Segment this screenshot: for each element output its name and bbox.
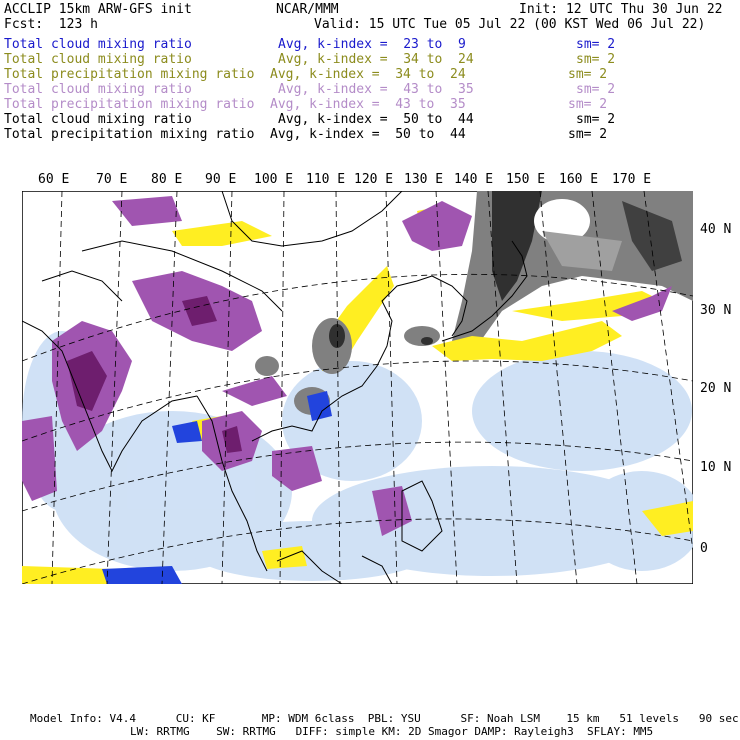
lat-label: 0 <box>700 541 708 556</box>
lon-label: 160 E <box>559 172 599 187</box>
legend-avg: Avg, k-index = 34 to 24 <box>278 52 474 67</box>
legend-avg: Avg, k-index = 43 to 35 <box>270 97 466 112</box>
lon-label: 70 E <box>96 172 128 187</box>
legend-sm: sm= 2 <box>568 127 608 142</box>
map-canvas <box>22 191 693 584</box>
model-title: ACCLIP 15km ARW-GFS init <box>4 2 192 17</box>
lon-label: 150 E <box>506 172 546 187</box>
model-info-line2: LW: RRTMG SW: RRTMG DIFF: simple KM: 2D Smagor DAMP: Rayleigh3 SFLAY: MM5 <box>130 725 654 738</box>
legend-avg: Avg, k-index = 23 to 9 <box>278 37 466 52</box>
lat-label: 10 N <box>700 460 732 475</box>
legend-field: Total precipitation mixing ratio <box>4 97 255 112</box>
lon-label: 120 E <box>354 172 394 187</box>
lon-label: 80 E <box>151 172 183 187</box>
legend-field: Total cloud mixing ratio <box>4 52 192 67</box>
legend-field: Total cloud mixing ratio <box>4 37 192 52</box>
legend-sm: sm= 2 <box>576 37 616 52</box>
map-panel <box>22 191 693 584</box>
model-info-line1: Model Info: V4.4 CU: KF MP: WDM 6class PBL: YSU SF: Noah LSM 15 km 51 levels 90 sec <box>30 712 739 725</box>
lon-label: 90 E <box>205 172 237 187</box>
lon-label: 170 E <box>612 172 652 187</box>
organization-label: NCAR/MMM <box>276 2 339 17</box>
legend-sm: sm= 2 <box>576 52 616 67</box>
legend-field: Total cloud mixing ratio <box>4 112 192 127</box>
lat-label: 20 N <box>700 381 732 396</box>
legend-field: Total precipitation mixing ratio <box>4 127 255 142</box>
lat-label: 40 N <box>700 222 732 237</box>
legend-sm: sm= 2 <box>576 112 616 127</box>
legend-sm: sm= 2 <box>568 67 608 82</box>
lat-label: 30 N <box>700 303 732 318</box>
lon-label: 130 E <box>404 172 444 187</box>
lon-label: 60 E <box>38 172 70 187</box>
legend-sm: sm= 2 <box>576 82 616 97</box>
legend-avg: Avg, k-index = 34 to 24 <box>270 67 466 82</box>
legend-sm: sm= 2 <box>568 97 608 112</box>
legend-avg: Avg, k-index = 50 to 44 <box>278 112 474 127</box>
legend-avg: Avg, k-index = 43 to 35 <box>278 82 474 97</box>
legend-field: Total precipitation mixing ratio <box>4 67 255 82</box>
init-time: Init: 12 UTC Thu 30 Jun 22 <box>519 2 723 17</box>
legend-field: Total cloud mixing ratio <box>4 82 192 97</box>
lon-label: 110 E <box>306 172 346 187</box>
lon-label: 140 E <box>454 172 494 187</box>
legend-avg: Avg, k-index = 50 to 44 <box>270 127 466 142</box>
lon-label: 100 E <box>254 172 294 187</box>
forecast-hour: Fcst: 123 h <box>4 17 98 32</box>
valid-time: Valid: 15 UTC Tue 05 Jul 22 (00 KST Wed 06 Jul 22) <box>314 17 706 32</box>
